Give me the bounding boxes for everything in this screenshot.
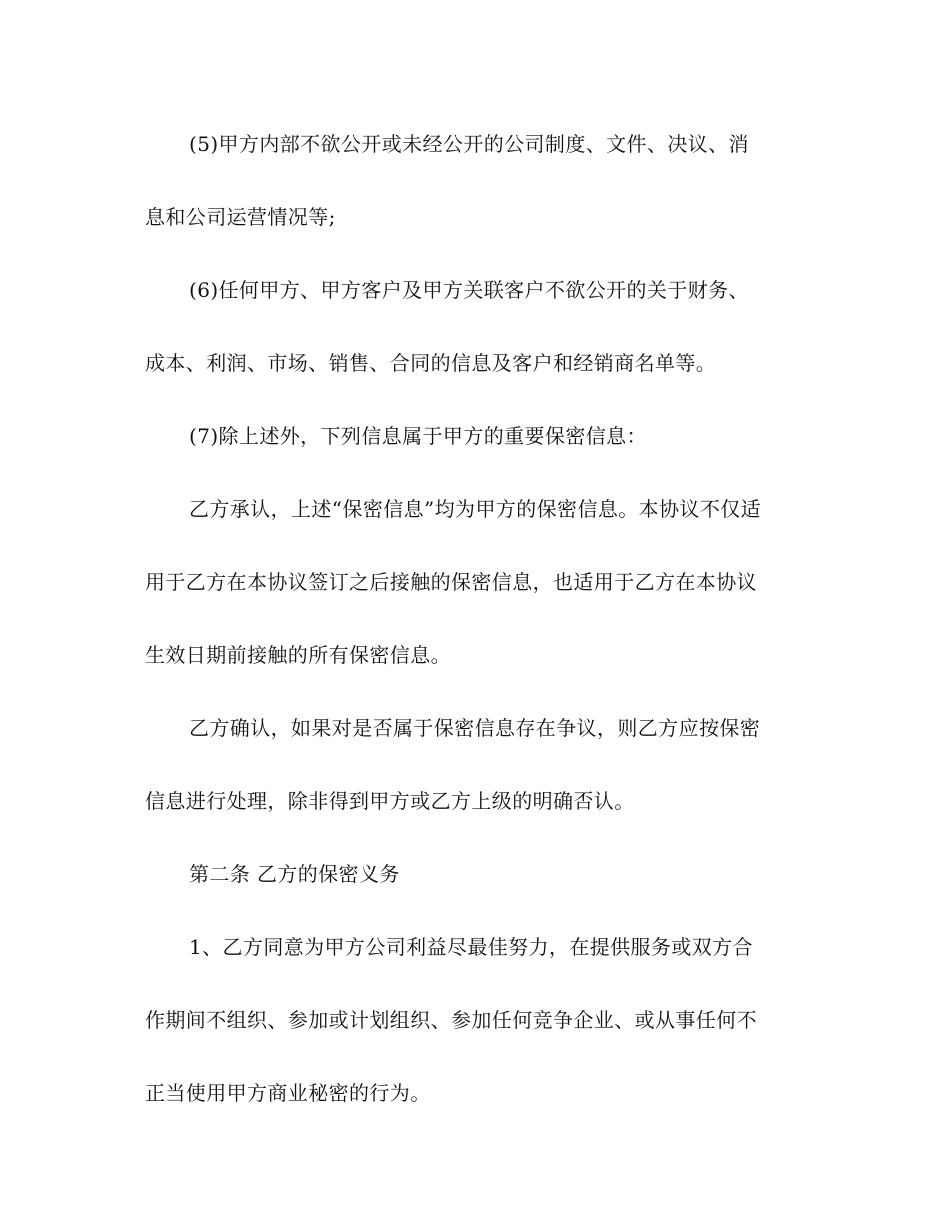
obligation-1-line-3: 正当使用甲方商业秘密的行为。	[145, 1081, 431, 1105]
obligation-1-line-2: 作期间不组织、参加或计划组织、参加任何竞争企业、或从事任何不	[145, 1008, 757, 1032]
confirmation-line-2: 信息进行处理，除非得到甲方或乙方上级的明确否认。	[145, 789, 635, 813]
acknowledgement-line-1: 乙方承认，上述“保密信息”均为甲方的保密信息。本协议不仅适	[189, 497, 762, 521]
acknowledgement-line-2: 用于乙方在本协议签订之后接触的保密信息，也适用于乙方在本协议	[145, 570, 757, 594]
confirmation-line-1: 乙方确认，如果对是否属于保密信息存在争议，则乙方应按保密	[189, 716, 761, 740]
paragraph-5-line-2: 息和公司运营情况等;	[145, 205, 336, 229]
obligation-1-line-1: 1、乙方同意为甲方公司利益尽最佳努力，在提供服务或双方合	[189, 935, 753, 959]
article-2-heading: 第二条 乙方的保密义务	[189, 862, 400, 886]
paragraph-7-line-1: (7)除上述外，下列信息属于甲方的重要保密信息：	[189, 424, 647, 448]
paragraph-6-line-2: 成本、利润、市场、销售、合同的信息及客户和经销商名单等。	[145, 351, 717, 375]
acknowledgement-line-3: 生效日期前接触的所有保密信息。	[145, 643, 451, 667]
paragraph-5-line-1: (5)甲方内部不欲公开或未经公开的公司制度、文件、决议、消	[189, 132, 749, 156]
paragraph-6-line-1: (6)任何甲方、甲方客户及甲方关联客户不欲公开的关于财务、	[189, 278, 749, 302]
